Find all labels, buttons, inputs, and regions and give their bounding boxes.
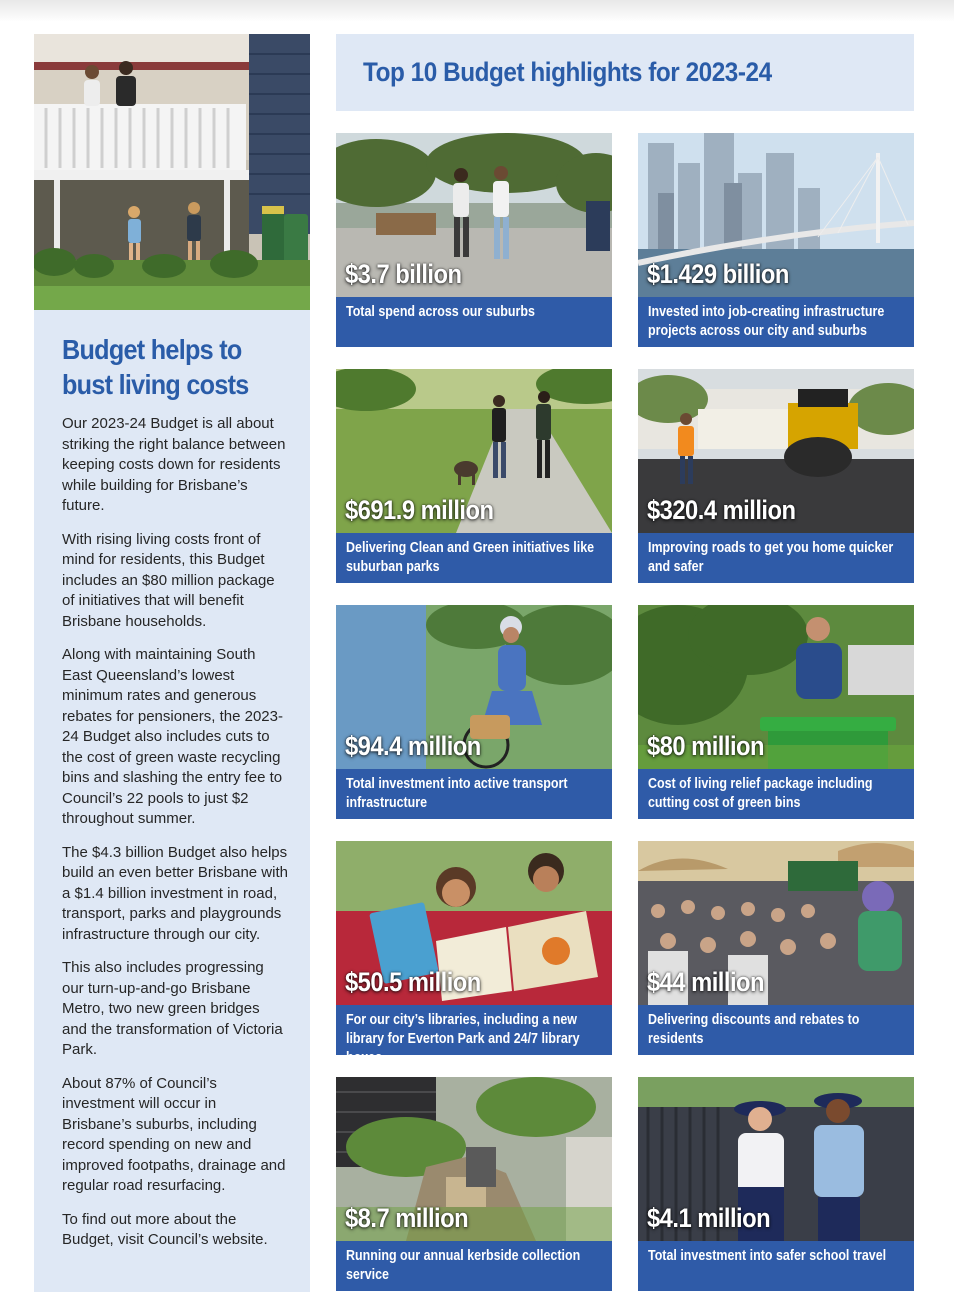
highlight-tile: [638, 605, 914, 819]
highlight-caption: Delivering Clean and Green initiatives like suburban parks: [346, 540, 595, 575]
highlight-amount: $94.4 million: [345, 731, 481, 761]
highlight-caption-box: [336, 1241, 612, 1291]
highlight-caption: Running our annual kerbside collection service: [346, 1248, 581, 1283]
highlight-caption-box: [638, 1005, 914, 1055]
highlight-caption-box: [638, 1241, 914, 1291]
highlights-banner: [336, 34, 914, 111]
left-paragraph: Along with maintaining South East Queensland’s lowest minimum rates and generous rebates for pensioners, the 2023-24 Budget also includes cuts to the cost of green waste recycling bins and slashing the entry fee to Council’s 22 pools to just $2 throughout summer.: [62, 646, 283, 827]
highlight-tile: [336, 841, 612, 1066]
highlight-tile: [336, 1077, 612, 1291]
highlight-tile: [638, 133, 914, 347]
highlight-tile: [336, 369, 612, 583]
highlight-tile: [638, 841, 914, 1055]
highlight-amount: $3.7 billion: [345, 259, 462, 289]
highlight-caption-box: [336, 1005, 612, 1066]
highlight-amount: $44 million: [647, 967, 764, 997]
highlight-caption: Total investment into active transport infrastructure: [346, 776, 568, 811]
highlight-caption: Invested into job-creating infrastructure projects across our city and suburbs: [648, 304, 885, 339]
highlight-caption-box: [336, 533, 612, 583]
highlight-amount: $320.4 million: [647, 495, 796, 525]
highlight-caption-box: [638, 297, 914, 347]
left-paragraph: About 87% of Council’s investment will occur in Brisbane’s suburbs, including record spending on new and improved footpaths, drainage and regular road resurfacing.: [62, 1074, 286, 1194]
highlight-tile: [638, 1077, 914, 1291]
highlight-caption: Total investment into safer school travel: [648, 1248, 887, 1264]
highlight-caption: Total spend across our suburbs: [346, 304, 535, 320]
highlight-caption: Improving roads to get you home quicker and safer: [648, 540, 894, 575]
left-heading: Budget helps to bust living costs: [62, 334, 249, 400]
highlight-caption: Cost of living relief package including cutting cost of green bins: [648, 776, 873, 811]
highlight-caption-box: [638, 533, 914, 583]
top-shadow: [0, 0, 954, 22]
highlight-amount: $1.429 billion: [647, 259, 789, 289]
family-house-photo: [34, 34, 310, 310]
highlight-amount: $691.9 million: [345, 495, 494, 525]
highlight-tile: [638, 369, 914, 583]
highlight-caption: Delivering discounts and rebates to residents: [648, 1012, 860, 1047]
highlight-tile: [336, 133, 612, 347]
left-paragraph: The $4.3 billion Budget also helps build an even better Brisbane with a $1.4 billion investment in road, transport, parks and playgrounds infrastructure through our city.: [62, 843, 288, 943]
highlight-amount: $50.5 million: [345, 967, 481, 997]
left-info-panel: [34, 310, 310, 1292]
highlight-caption-box: [638, 769, 914, 819]
left-paragraph: With rising living costs front of mind for residents, this Budget includes an $80 million package of initiatives that will benefit Brisbane households.: [62, 530, 275, 630]
left-paragraph: To find out more about the Budget, visit Council’s website.: [62, 1210, 268, 1248]
highlight-caption-box: [336, 297, 612, 347]
highlight-amount: $4.1 million: [647, 1203, 771, 1233]
left-paragraph: This also includes progressing our turn-up-and-go Brisbane Metro, two new green bridges and the transformation of Victoria Park.: [62, 959, 283, 1058]
left-body-text: [62, 414, 288, 1264]
highlight-caption-box: [336, 769, 612, 819]
banner-title: Top 10 Budget highlights for 2023-24: [363, 57, 772, 87]
highlight-tile: [336, 605, 612, 819]
left-paragraph: Our 2023-24 Budget is all about striking the right balance between keeping costs down for residents while building for Brisbane’s future.: [62, 415, 286, 514]
highlight-caption: For our city’s libraries, including a new library for Everton Park and 24/7 library boxes: [346, 1012, 580, 1066]
highlight-amount: $8.7 million: [345, 1203, 469, 1233]
highlight-amount: $80 million: [647, 731, 764, 761]
